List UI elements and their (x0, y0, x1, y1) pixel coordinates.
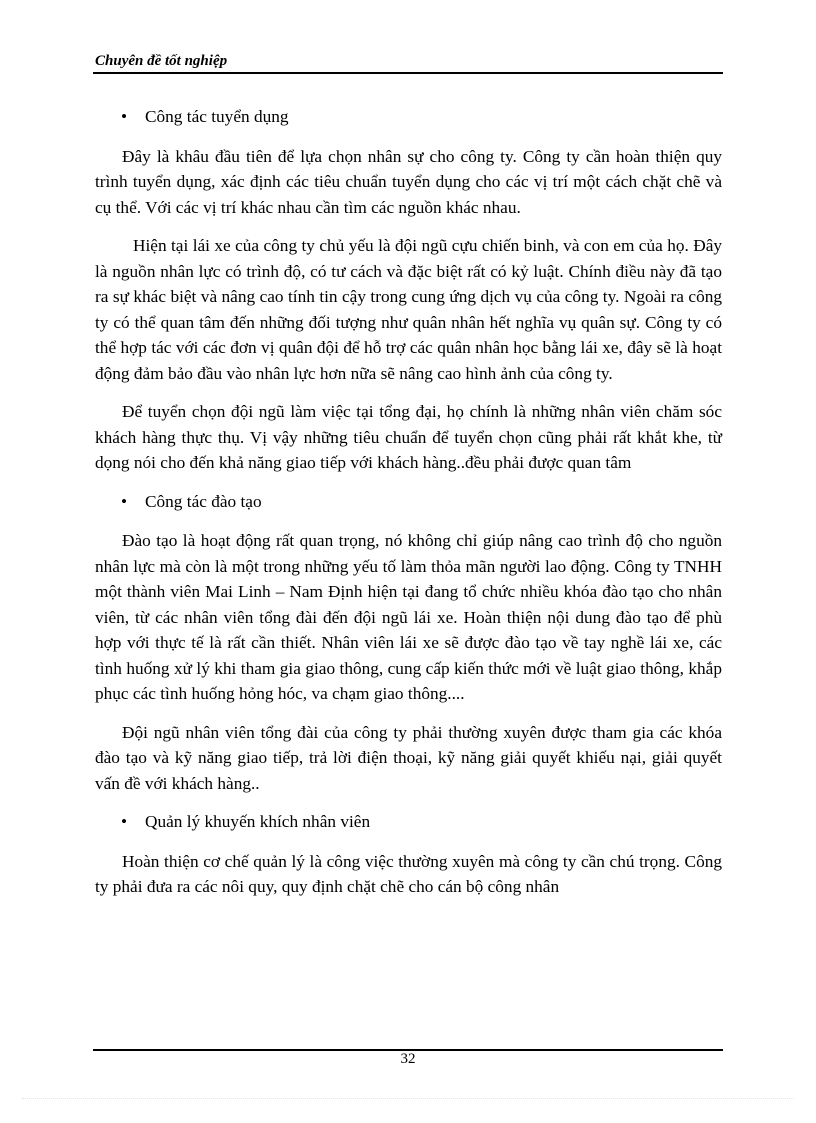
header-divider (93, 72, 723, 74)
paragraph: Để tuyển chọn đội ngũ làm việc tại tổng đại, họ chính là những nhân viên chăm sóc khách hàng thực thụ. Vị vậy những tiêu chuẩn để tuyển chọn cũng phải rất khắt khe, từ dọng nói cho đến khả năng giao tiếp với khách hàng..đều phải được quan tâm (95, 402, 722, 472)
paragraph: Đây là khâu đầu tiên để lựa chọn nhân sự cho công ty. Công ty cần hoàn thiện quy trình tuyển dụng, xác định các tiêu chuẩn tuyển dụng cho các vị trí một cách chặt chẽ và cụ thể. Với các vị trí khác nhau cần tìm các nguồn khác nhau. (95, 146, 722, 217)
paragraph: Hoàn thiện cơ chế quản lý là công việc thường xuyên mà công ty cần chú trọng. Công ty phải đưa ra các nôi quy, quy định chặt chẽ cho cán bộ công nhân (95, 851, 722, 896)
section-heading-label: Công tác tuyển dụng (145, 107, 289, 126)
page-number: 32 (400, 1051, 416, 1067)
section-heading-management (95, 809, 722, 835)
paragraph: Đào tạo là hoạt động rất quan trọng, nó không chỉ giúp nâng cao trình độ cho nguồn nhân lực mà còn là một trong những yếu tố làm thỏa mãn người lao động. Công ty TNHH một thành viên Mai Linh – Nam Định hiện tại đang tổ chức nhiều khóa đào tạo cho nhân viên, từ các nhân viên tổng đài đến đội ngũ lái xe. Hoàn thiện nội dung đào tạo để phù hợp với thực tế là rất cần thiết. Nhân viên lái xe sẽ được đào tạo về tay nghề lái xe, các tình huống xử lý khi tham gia giao thông, cung cấp kiến thức mới về luật giao thông, khắp phục các tình huống hỏng hóc, va chạm giao thông.... (95, 531, 722, 703)
paragraph: Đội ngũ nhân viên tổng đài của công ty phải thường xuyên được tham gia các khóa đào tạo và kỹ năng giao tiếp, trả lời điện thoại, kỹ năng giải quyết khiếu nại, giải quyết vấn đề với khách hàng.. (95, 722, 722, 793)
section-heading-label: Quản lý khuyến khích nhân viên (145, 812, 371, 831)
paragraph: Hiện tại lái xe của công ty chủ yếu là đội ngũ cựu chiến binh, và con em của họ. Đây là nguồn nhân lực có trình độ, có tư cách và đặc biệt rất có kỷ luật. Chính điều này đã tạo ra sự khác biệt và nâng cao tính tin cậy trong cung ứng dịch vụ của công ty. Ngoài ra công ty có thể quan tâm đến những đối tượng như quân nhân hết nghĩa vụ quân sự. Công ty có thể hợp tác với các đơn vị quân đội để hỗ trợ các quân nhân học bằng lái xe, đây sẽ là hoạt động đảm bảo đầu vào nhân lực hơn nữa sẽ nâng cao hình ảnh của công ty. (95, 236, 722, 383)
page-header-title: Chuyên đề tốt nghiệp (95, 53, 228, 69)
section-heading-label: Công tác đào tạo (145, 491, 262, 511)
bullet-icon: • (121, 812, 128, 831)
bullet-icon: • (121, 491, 128, 511)
bullet-icon: • (121, 107, 128, 126)
page-bottom-edge (22, 1098, 794, 1099)
page-body (95, 104, 722, 913)
section-heading-training (95, 489, 722, 515)
section-heading-recruitment (95, 104, 722, 130)
